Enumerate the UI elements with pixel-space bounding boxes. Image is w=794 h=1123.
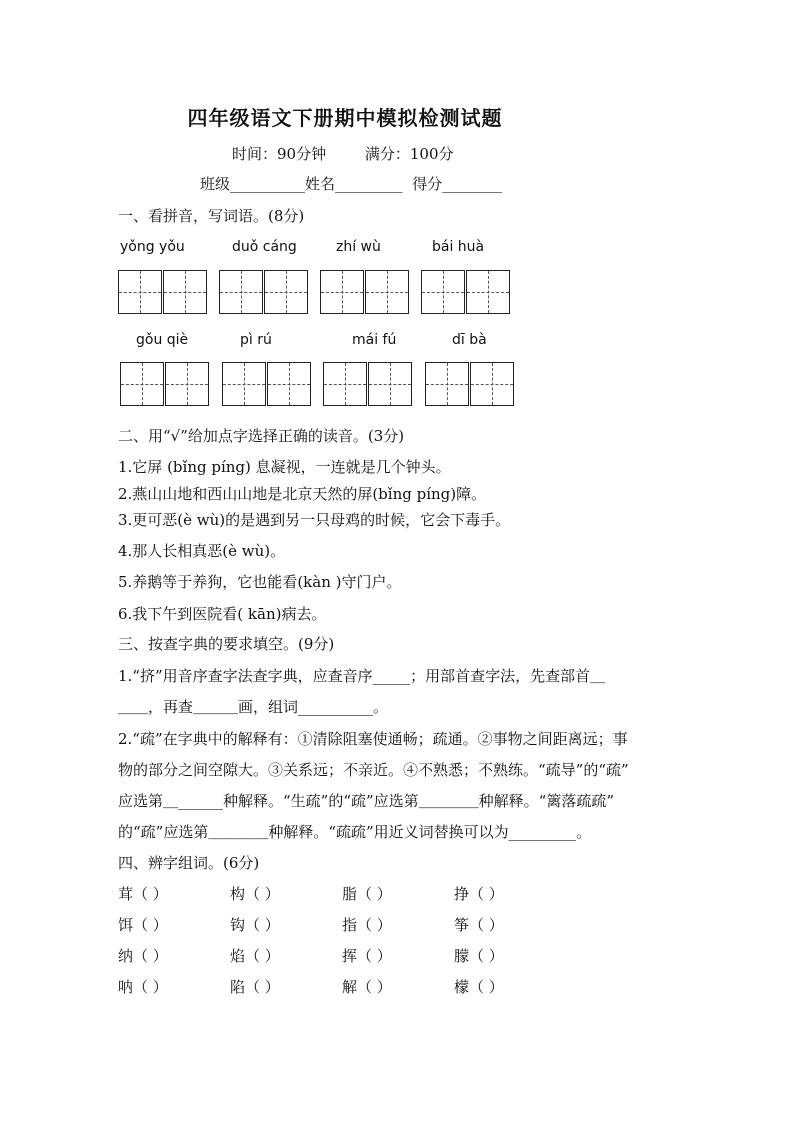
- pinyin-6: pì rú: [240, 332, 272, 348]
- word-group[interactable]: 脂（ ）: [342, 885, 392, 903]
- page-title: 四年级语文下册期中模拟检测试题: [187, 106, 503, 130]
- exam-meta: [232, 143, 488, 164]
- writing-box[interactable]: [425, 362, 469, 406]
- class-field[interactable]: 班级__________: [200, 175, 306, 193]
- writing-box[interactable]: [368, 362, 412, 406]
- name-field[interactable]: 姓名_________: [305, 175, 403, 193]
- word-group[interactable]: 筝（ ）: [454, 916, 504, 934]
- writing-box[interactable]: [118, 270, 162, 314]
- pinyin-3: zhí wù: [336, 239, 381, 255]
- writing-box[interactable]: [219, 270, 263, 314]
- writing-box[interactable]: [165, 362, 209, 406]
- exam-time: 时间：90分钟: [232, 145, 327, 163]
- pinyin-8: dī bà: [452, 332, 487, 348]
- word-group[interactable]: 陷（ ）: [230, 978, 280, 996]
- section3-heading: 三、按查字典的要求填空。(9分): [118, 635, 335, 653]
- writing-box[interactable]: [365, 270, 409, 314]
- writing-box[interactable]: [421, 270, 465, 314]
- question-item: 5.养鹅等于养狗，它也能看(kàn )守门户。: [118, 573, 402, 591]
- question-item: 1.它屏 (bǐng píng) 息凝视，一连就是几个钟头。: [118, 458, 451, 476]
- word-group[interactable]: 构（ ）: [230, 885, 280, 903]
- writing-box[interactable]: [323, 362, 367, 406]
- question-item: 3.更可恶(è wù)的是遇到另一只母鸡的时候，它会下毒手。: [118, 511, 511, 529]
- section4-heading: 四、辨字组词。(6分): [118, 854, 260, 872]
- writing-box[interactable]: [222, 362, 266, 406]
- mark-field[interactable]: 得分________: [412, 175, 503, 193]
- question-line: 2.“疏”在字典中的解释有：①清除阻塞使通畅；疏通。②事物之间距离远；事: [118, 730, 628, 748]
- pinyin-2: duǒ cáng: [232, 239, 297, 255]
- word-group[interactable]: 挥（ ）: [342, 947, 392, 965]
- word-group[interactable]: 钩（ ）: [230, 916, 280, 934]
- question-line: 1.“挤”用音序查字法查字典，应查音序_____；用部首查字法，先查部首＿: [118, 667, 606, 685]
- pinyin-1: yǒng yǒu: [120, 239, 185, 255]
- pinyin-7: mái fú: [352, 332, 397, 348]
- writing-box[interactable]: [120, 362, 164, 406]
- writing-box[interactable]: [264, 270, 308, 314]
- section2-heading: 二、用“√”给加点字选择正确的读音。(3分): [118, 427, 405, 445]
- word-group[interactable]: 指（ ）: [342, 916, 392, 934]
- writing-box[interactable]: [163, 270, 207, 314]
- question-line: ＿＿，再查＿＿＿画，组词__________。: [118, 698, 389, 716]
- word-group[interactable]: 檬（ ）: [454, 978, 504, 996]
- writing-box[interactable]: [320, 270, 364, 314]
- question-item: 4.那人长相真恶(è wù)。: [118, 542, 286, 560]
- question-line: 应选第＿______种解释。“生疏”的“疏”应选第＿＿＿＿种解释。“篱落疏疏”: [118, 792, 615, 810]
- question-line: 物的部分之间空隙大。③关系远；不亲近。④不熟悉；不熟练。“疏导”的“疏”: [118, 761, 629, 779]
- word-group[interactable]: 呐（ ）: [118, 978, 168, 996]
- word-group[interactable]: 解（ ）: [342, 978, 392, 996]
- word-group[interactable]: 茸（ ）: [118, 885, 168, 903]
- writing-box[interactable]: [267, 362, 311, 406]
- word-group[interactable]: 饵（ ）: [118, 916, 168, 934]
- word-group[interactable]: 朦（ ）: [454, 947, 504, 965]
- pinyin-4: bái huà: [432, 239, 485, 255]
- pinyin-5: gǒu qiè: [136, 332, 189, 348]
- student-info: [200, 173, 502, 194]
- word-group[interactable]: 焰（ ）: [230, 947, 280, 965]
- section1-heading: 一、看拼音，写词语。(8分): [118, 207, 305, 225]
- writing-box[interactable]: [466, 270, 510, 314]
- writing-box[interactable]: [470, 362, 514, 406]
- exam-score: 满分：100分: [364, 145, 454, 163]
- question-item: 6.我下午到医院看( kān)病去。: [118, 605, 327, 623]
- question-item: 2.燕山山地和西山山地是北京天然的屏(bǐng píng)障。: [118, 485, 487, 503]
- question-line: 的“疏”应选第＿＿＿＿种解释。“疏疏”用近义词替换可以为_________。: [118, 823, 592, 841]
- word-group[interactable]: 纳（ ）: [118, 947, 168, 965]
- word-group[interactable]: 挣（ ）: [454, 885, 504, 903]
